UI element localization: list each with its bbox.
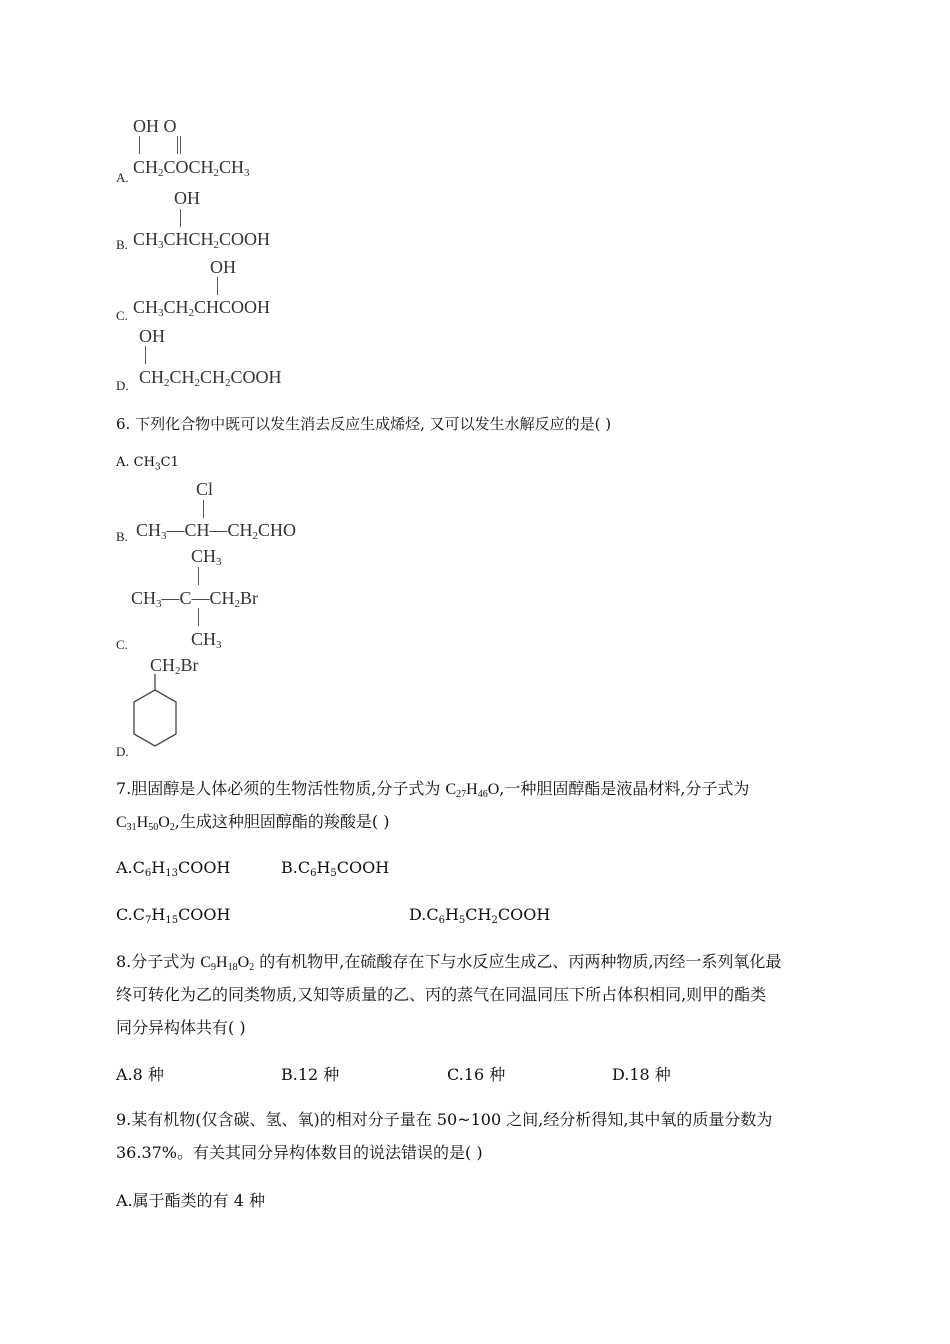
- bond: [139, 136, 140, 154]
- q6-b-letter: B.: [116, 529, 128, 544]
- q7-option-c: $C.C_7H_{15}COOH$: [116, 905, 231, 926]
- q8-stem-line3: 同分异构体共有( ): [116, 1018, 246, 1037]
- bond: [198, 567, 199, 585]
- q5-d-letter: D.: [116, 378, 129, 393]
- bond: [145, 346, 146, 364]
- q9-stem-line1: 9.某有机物(仅含碳、氢、氧)的相对分子量在 50~100 之间,经分析得知,其中氧的质量分数为: [116, 1110, 773, 1129]
- q8-stem-line1: 8.分子式为 $C_9H_{18}O_2$ 的有机物甲,在硫酸存在下与水反应生成乙、丙两种物质,丙经一系列氧化最: [116, 952, 782, 973]
- q5-b-formula: $CH_3CHCH_2COOH$: [133, 229, 271, 251]
- q6-b-top: Cl: [196, 479, 214, 499]
- q7-option-d: $D.C_6H_5CH_2COOH$: [409, 905, 551, 926]
- q6-b-formula: $CH_3—CH—CH_2CHO$: [136, 520, 297, 542]
- q6-c-formula: $CH_3—C—CH_2Br$: [131, 588, 259, 610]
- q9-stem-line2: 36.37%。有关其同分异构体数目的说法错误的是( ): [116, 1143, 483, 1162]
- bond: [180, 136, 181, 154]
- bond: [217, 277, 218, 295]
- q5-d-formula: $CH_2CH_2CH_2COOH$: [139, 367, 282, 389]
- q6-d-letter: D.: [116, 744, 129, 759]
- q5-a-formula: $CH_2COCH_2CH_3$: [133, 157, 250, 179]
- q8-option-d: D.18 种: [612, 1065, 671, 1084]
- q8-option-a: A.8 种: [116, 1065, 164, 1084]
- q6-c-bottom: $CH_3$: [191, 629, 222, 651]
- q7-stem-line2: $C_{31}H_{50}O_2$,生成这种胆固醇酯的羧酸是( ): [116, 812, 390, 833]
- q6-d-substituent: $CH_2Br$: [150, 655, 199, 677]
- q5-c-formula: $CH_3CH_2CHCOOH$: [133, 297, 271, 319]
- q6-c-letter: C.: [116, 637, 128, 652]
- q6-option-a: A. $CH_3C1$: [116, 455, 179, 473]
- q5-b-letter: B.: [116, 237, 128, 252]
- q5-d-top: OH: [139, 326, 165, 346]
- q6-c-top: $CH_3$: [191, 546, 222, 568]
- q7-stem-line1: 7.胆固醇是人体必须的生物活性物质,分子式为 $C_{27}H_{46}O$,一种胆固醇酯是液晶材料,分子式为: [116, 779, 750, 800]
- bond: [198, 608, 199, 626]
- bond: [180, 209, 181, 227]
- q7-option-b: $B.C_6H_5COOH$: [281, 858, 390, 879]
- bond: [203, 500, 204, 518]
- q5-a-top: OH O: [133, 116, 177, 136]
- q8-option-b: B.12 种: [281, 1065, 340, 1084]
- q9-option-a: A.属于酯类的有 4 种: [116, 1191, 265, 1210]
- q8-option-c: C.16 种: [447, 1065, 506, 1084]
- q5-c-letter: C.: [116, 308, 128, 323]
- q6-stem: 6. 下列化合物中既可以发生消去反应生成烯烃, 又可以发生水解反应的是( ): [116, 415, 612, 433]
- q7-option-a: $A.C_6H_{13}COOH$: [116, 858, 231, 879]
- q5-a-letter: A.: [116, 170, 129, 185]
- q8-stem-line2: 终可转化为乙的同类物质,又知等质量的乙、丙的蒸气在同温同压下所占体积相同,则甲的酯类: [116, 985, 767, 1004]
- q5-c-top: OH: [210, 257, 236, 277]
- cyclohexane-ring: [125, 674, 185, 756]
- q5-b-top: OH: [174, 188, 200, 208]
- bond: [177, 136, 178, 154]
